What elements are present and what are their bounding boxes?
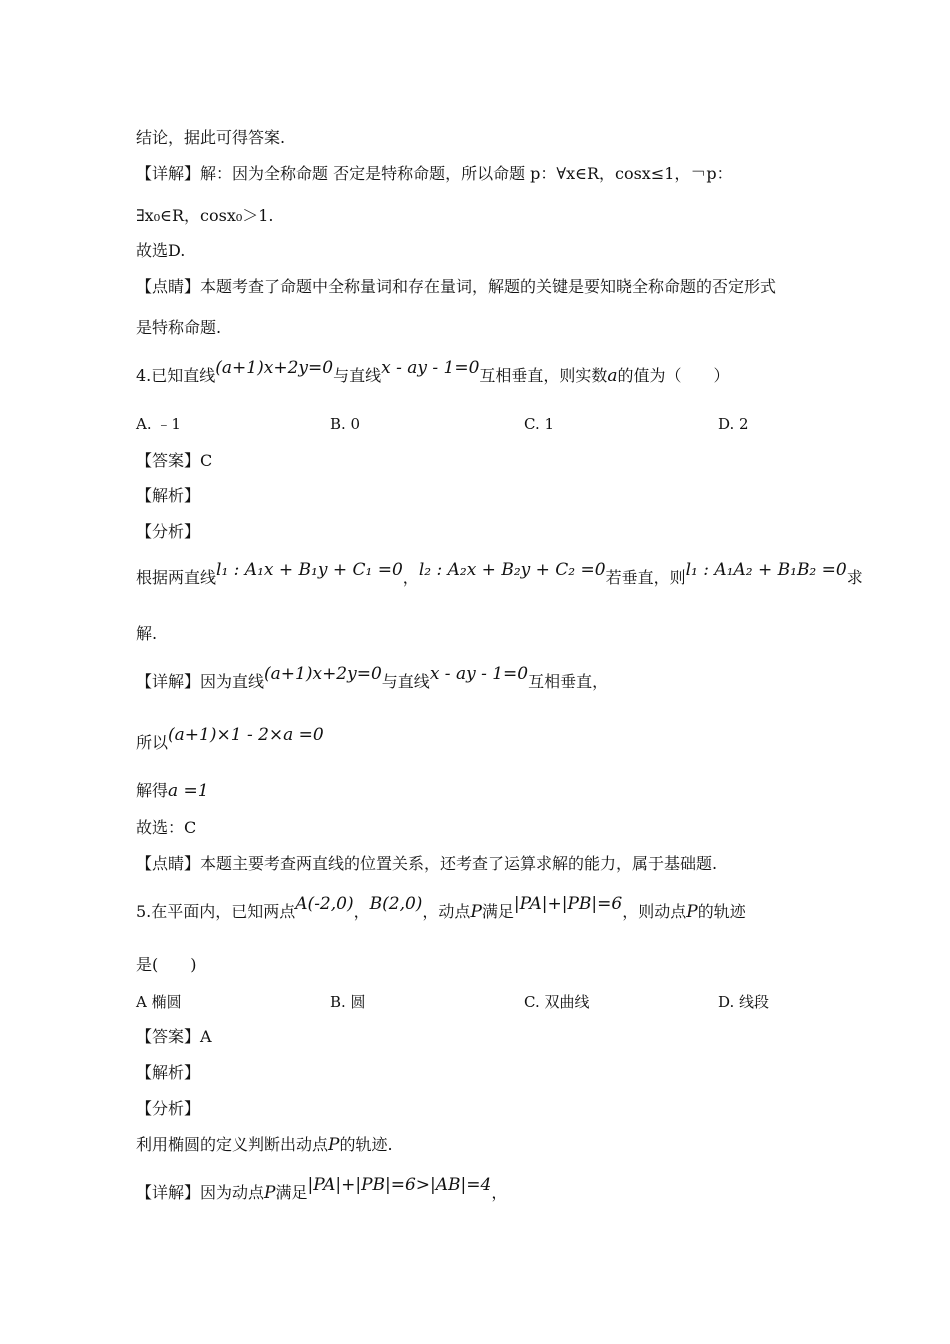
section-heading: 【解析】 [136,1063,201,1082]
text-line: ∃x₀∈R，cosx₀＞1. [136,206,274,225]
text-line: 解. [136,624,158,643]
text-line: 【点睛】本题考查了命题中全称量词和存在量词，解题的关键是要知晓全称命题的否定形式 [136,277,777,296]
question-4-stem: 4.已知直线(a+1)x+2y=0与直线x - ay - 1=0互相垂直，则实数a的值为（ ） [136,358,730,386]
detail-line: 所以(a+1)×1 - 2×a =0 [136,725,324,752]
section-heading: 【分析】 [136,522,201,541]
math-expression: x - ay - 1=0 [429,664,529,684]
math-expression: a =1 [168,781,209,801]
math-variable: P [264,1183,276,1203]
detail-line: 【详解】因为动点P满足|PA|+|PB|=6>|AB|=4， [136,1175,508,1203]
section-heading: 【分析】 [136,1099,201,1118]
math-variable: P [328,1135,340,1155]
question-5-stem: 5.在平面内，已知两点A(-2,0)，B(2,0)，动点P满足|PA|+|PB|=6，则动点P的轨迹 [136,894,746,922]
analysis-line: 利用椭圆的定义判断出动点P的轨迹. [136,1135,393,1155]
answer-label: 【答案】A [136,1027,212,1046]
math-expression: l₂ : A₂x + B₂y + C₂ =0 [418,560,606,580]
math-expression: (a+1)x+2y=0 [264,664,382,684]
math-variable: a [607,366,618,386]
math-variable: P [470,902,482,922]
option-b: B. 0 [330,415,361,433]
math-expression: l₁ : A₁x + B₁y + C₁ =0 [216,560,403,580]
math-expression: (a+1)×1 - 2×a =0 [168,725,324,745]
text-line: 故选D. [136,241,186,260]
option-b: B. 圆 [330,993,366,1011]
math-expression: A(-2,0) [295,894,354,914]
detail-line: 解得a =1 [136,781,209,801]
rule-line: 根据两直线l₁ : A₁x + B₁y + C₁ =0，l₂ : A₂x + B₂y + C₂ =0若垂直，则l₁ : A₁A₂ + B₁B₂ =0求 [136,560,863,587]
math-expression: |PA|+|PB|=6>|AB|=4 [307,1175,492,1195]
section-heading: 【解析】 [136,486,201,505]
option-a: A. ﹣1 [136,415,181,433]
text-line: 【详解】解：因为全称命题 否定是特称命题，所以命题 p：∀x∈R，cosx≤1，￢p： [136,164,733,183]
detail-line: 【详解】因为直线(a+1)x+2y=0与直线x - ay - 1=0互相垂直， [136,664,609,691]
text-line: 是特称命题. [136,318,222,337]
option-c: C. 1 [524,415,555,433]
math-expression: B(2,0) [369,894,423,914]
math-expression: x - ay - 1=0 [381,358,480,378]
math-expression: (a+1)x+2y=0 [215,358,334,378]
option-a: A 椭圆 [136,993,182,1011]
answer-label: 【答案】C [136,451,213,470]
math-variable: P [686,902,698,922]
option-d: D. 2 [718,415,749,433]
option-d: D. 线段 [718,993,770,1011]
text-line: 【点睛】本题主要考查两直线的位置关系，还考查了运算求解的能力，属于基础题. [136,854,718,873]
text-line: 故选：C [136,818,197,837]
math-expression: l₁ : A₁A₂ + B₁B₂ =0 [685,560,847,580]
math-expression: |PA|+|PB|=6 [513,894,623,914]
text-line: 结论，据此可得答案. [136,128,286,147]
option-c: C. 双曲线 [524,993,590,1011]
text-line: 是( ) [136,955,197,974]
